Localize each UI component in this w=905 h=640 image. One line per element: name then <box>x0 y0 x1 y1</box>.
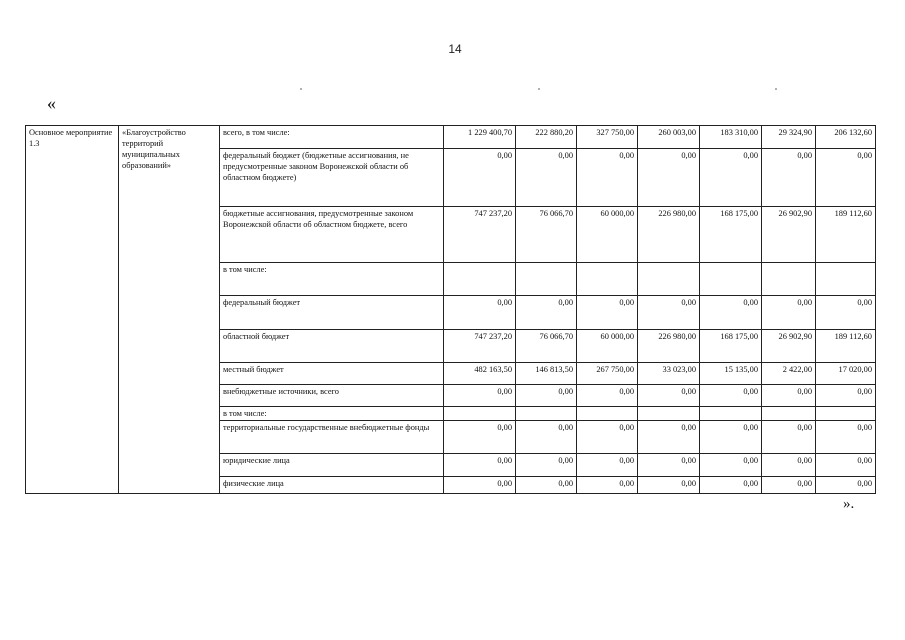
value-cell: 146 813,50 <box>516 363 577 385</box>
value-cell: 183 310,00 <box>700 126 762 149</box>
value-cell <box>577 263 638 296</box>
event-title-cell: «Благоустройство территорий муниципальных образований» <box>119 126 220 494</box>
value-cell: 0,00 <box>444 421 516 454</box>
value-cell: 0,00 <box>816 149 876 207</box>
value-cell: 747 237,20 <box>444 207 516 263</box>
value-cell: 0,00 <box>700 454 762 477</box>
value-cell: 2 422,00 <box>762 363 816 385</box>
value-cell: 747 237,20 <box>444 330 516 363</box>
value-cell: 76 066,70 <box>516 330 577 363</box>
value-cell: 0,00 <box>816 296 876 330</box>
row-label: бюджетные ассигнования, предусмотренные законом Воронежской области об областном бюджете, всего <box>220 207 444 263</box>
event-label-cell: Основное мероприятие 1.3 <box>26 126 119 494</box>
value-cell: 226 980,00 <box>638 330 700 363</box>
value-cell: 15 135,00 <box>700 363 762 385</box>
value-cell: 0,00 <box>577 149 638 207</box>
value-cell: 222 880,20 <box>516 126 577 149</box>
value-cell <box>700 407 762 421</box>
value-cell: 0,00 <box>700 385 762 407</box>
value-cell <box>444 407 516 421</box>
value-cell: 0,00 <box>762 421 816 454</box>
value-cell: 189 112,60 <box>816 330 876 363</box>
value-cell: 0,00 <box>762 149 816 207</box>
value-cell: 0,00 <box>638 149 700 207</box>
value-cell: 33 023,00 <box>638 363 700 385</box>
row-label: юридические лица <box>220 454 444 477</box>
value-cell <box>816 407 876 421</box>
value-cell: 0,00 <box>816 385 876 407</box>
value-cell <box>516 263 577 296</box>
value-cell: 60 000,00 <box>577 330 638 363</box>
value-cell: 260 003,00 <box>638 126 700 149</box>
value-cell: 0,00 <box>516 385 577 407</box>
value-cell: 0,00 <box>638 385 700 407</box>
value-cell: 0,00 <box>762 296 816 330</box>
page-number: 14 <box>448 42 462 56</box>
value-cell <box>762 263 816 296</box>
value-cell <box>762 407 816 421</box>
row-label: всего, в том числе: <box>220 126 444 149</box>
value-cell: 168 175,00 <box>700 207 762 263</box>
value-cell: 0,00 <box>444 149 516 207</box>
row-label: территориальные государственные внебюджетные фонды <box>220 421 444 454</box>
value-cell: 0,00 <box>700 296 762 330</box>
value-cell: 0,00 <box>816 454 876 477</box>
value-cell: 29 324,90 <box>762 126 816 149</box>
row-label: федеральный бюджет <box>220 296 444 330</box>
value-cell <box>816 263 876 296</box>
value-cell: 0,00 <box>762 477 816 494</box>
value-cell: 0,00 <box>577 477 638 494</box>
value-cell: 1 229 400,70 <box>444 126 516 149</box>
row-label: местный бюджет <box>220 363 444 385</box>
value-cell: 0,00 <box>700 149 762 207</box>
row-label: внебюджетные источники, всего <box>220 385 444 407</box>
value-cell: 0,00 <box>444 477 516 494</box>
value-cell: 482 163,50 <box>444 363 516 385</box>
value-cell: 0,00 <box>516 149 577 207</box>
value-cell: 0,00 <box>700 421 762 454</box>
budget-table <box>25 125 876 494</box>
value-cell: 0,00 <box>816 421 876 454</box>
value-cell <box>577 407 638 421</box>
value-cell: 0,00 <box>516 296 577 330</box>
value-cell: 267 750,00 <box>577 363 638 385</box>
row-label: в том числе: <box>220 263 444 296</box>
value-cell: 0,00 <box>577 296 638 330</box>
value-cell: 327 750,00 <box>577 126 638 149</box>
value-cell: 0,00 <box>444 385 516 407</box>
scan-dot <box>300 88 302 90</box>
value-cell: 189 112,60 <box>816 207 876 263</box>
value-cell: 76 066,70 <box>516 207 577 263</box>
value-cell: 0,00 <box>816 477 876 494</box>
value-cell: 0,00 <box>444 296 516 330</box>
row-label: физические лица <box>220 477 444 494</box>
value-cell: 0,00 <box>577 421 638 454</box>
row-label: в том числе: <box>220 407 444 421</box>
table-row <box>26 126 876 149</box>
value-cell: 0,00 <box>700 477 762 494</box>
value-cell <box>638 407 700 421</box>
value-cell: 26 902,90 <box>762 330 816 363</box>
value-cell: 17 020,00 <box>816 363 876 385</box>
value-cell: 0,00 <box>577 385 638 407</box>
value-cell: 0,00 <box>516 477 577 494</box>
closing-quote-mark: ». <box>843 496 855 512</box>
value-cell <box>516 407 577 421</box>
value-cell: 168 175,00 <box>700 330 762 363</box>
value-cell: 0,00 <box>762 454 816 477</box>
value-cell: 0,00 <box>577 454 638 477</box>
value-cell <box>700 263 762 296</box>
value-cell: 0,00 <box>638 454 700 477</box>
value-cell: 0,00 <box>638 421 700 454</box>
value-cell: 0,00 <box>516 454 577 477</box>
value-cell: 60 000,00 <box>577 207 638 263</box>
value-cell: 206 132,60 <box>816 126 876 149</box>
value-cell <box>638 263 700 296</box>
value-cell: 226 980,00 <box>638 207 700 263</box>
row-label: областной бюджет <box>220 330 444 363</box>
value-cell <box>444 263 516 296</box>
value-cell: 0,00 <box>762 385 816 407</box>
value-cell: 0,00 <box>516 421 577 454</box>
opening-quote-mark: « <box>47 93 56 113</box>
row-label: федеральный бюджет (бюджетные ассигнования, не предусмотренные законом Воронежской области об областном бюджете) <box>220 149 444 207</box>
value-cell: 0,00 <box>638 477 700 494</box>
value-cell: 0,00 <box>444 454 516 477</box>
value-cell: 0,00 <box>638 296 700 330</box>
scan-dot <box>538 88 540 90</box>
scan-dot <box>775 88 777 90</box>
value-cell: 26 902,90 <box>762 207 816 263</box>
